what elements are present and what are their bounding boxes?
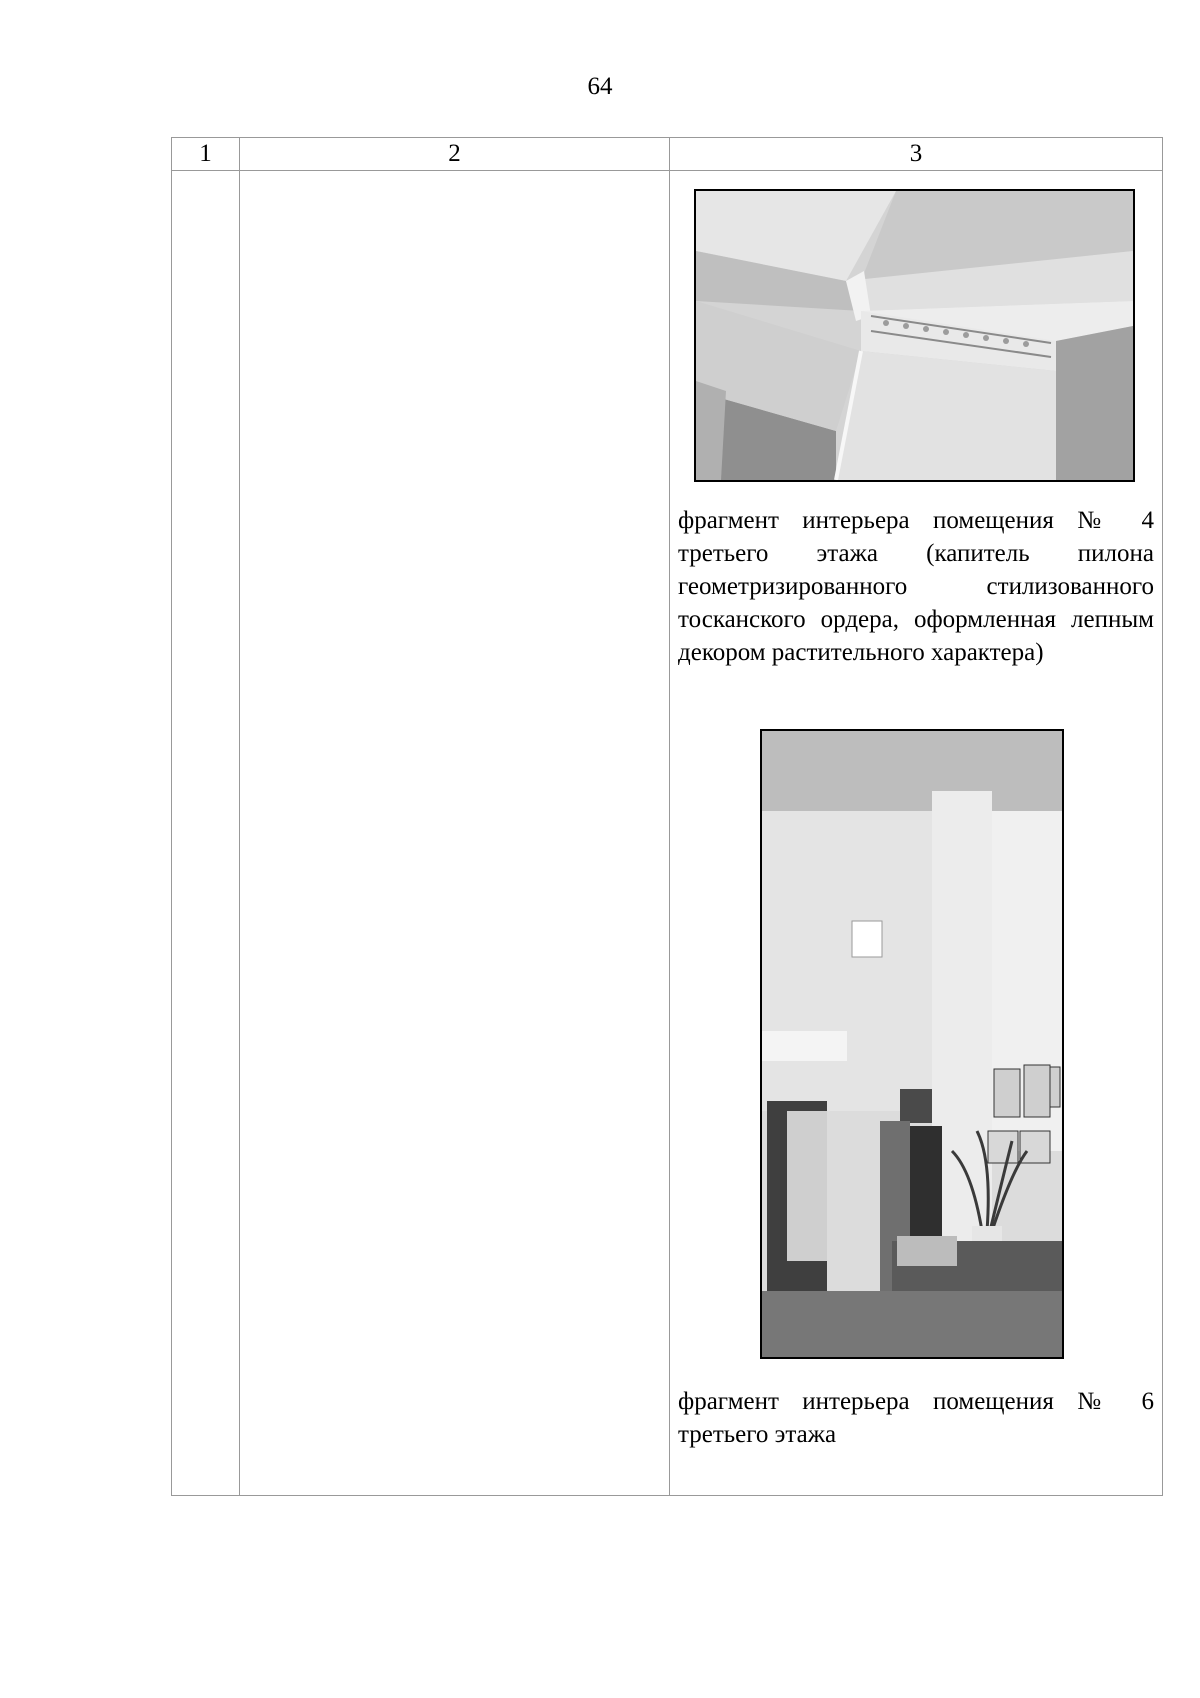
table-header-row bbox=[172, 138, 1163, 171]
room-interior-photo bbox=[760, 729, 1064, 1359]
body-cell-3 bbox=[670, 171, 1163, 1496]
photo-caption-2: фрагмент интерьера помещения № 6 третьего этажа bbox=[678, 1388, 1154, 1448]
page-number: 64 bbox=[587, 73, 613, 100]
ceiling-cornice-photo bbox=[694, 189, 1135, 482]
body-cell-2 bbox=[240, 171, 670, 1496]
header-cell-2: 2 bbox=[240, 138, 670, 171]
header-cell-3: 3 bbox=[670, 138, 1163, 171]
photo-caption-1: фрагмент интерьера помещения № 4 третьего этажа (капитель пилона геометризированного стилизованного тосканского ордера, оформленная лепным декором растительного характера) bbox=[678, 507, 1154, 666]
document-table bbox=[171, 137, 1163, 1496]
header-cell-1: 1 bbox=[172, 138, 240, 171]
body-cell-1 bbox=[172, 171, 240, 1496]
table-body-row bbox=[172, 171, 1163, 1496]
